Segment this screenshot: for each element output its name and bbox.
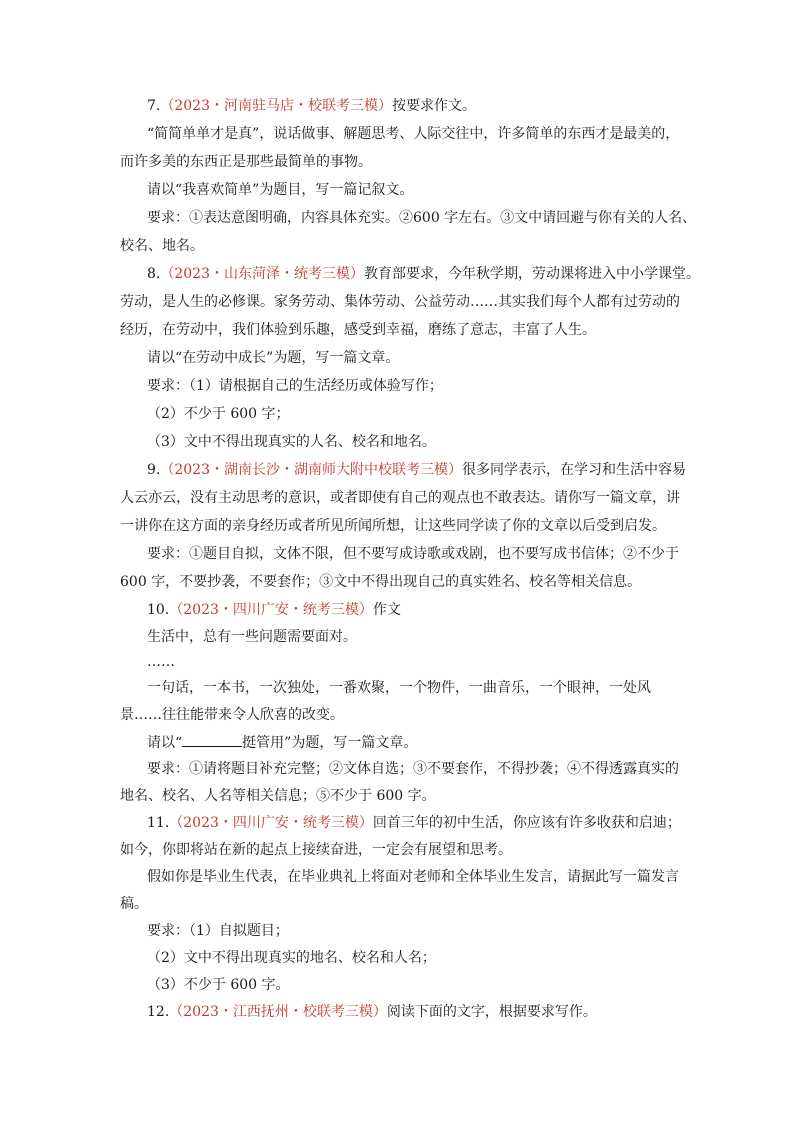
question-number: 8. [147,266,161,282]
title-blank [182,732,242,747]
question-11-line: 如今，你即将站在新的起点上接续奋进，一定会有展望和思考。 [120,842,512,858]
question-11-heading: 11.（2023・四川广安・统考三模）回首三年的初中生活，你应该有许多收获和启迪； [147,815,681,831]
question-source: 2023・江西抚州・校联考三模 [183,1004,373,1020]
question-11-requirements: 要求：（1）自拟题目； [147,923,289,939]
question-7-requirements: 要求：①表达意图明确，内容具体充实。②600 字左右。③文中请回避与你有关的人名、 [147,210,697,226]
question-9-requirements: 要求：①题目自拟，文体不限，但不要写成诗歌或戏剧，也不要写成书信体；②不少于 [147,546,679,562]
question-7-line: 请以“我喜欢简单”为题目，写一篇记叙文。 [147,182,414,198]
question-8-line: （3）文中不得出现真实的人名、校名和地名。 [147,434,436,450]
question-8-line: 劳动，是人生的必修课。家务劳动、集体劳动、公益劳动……其实我们每个人都有过劳动的 [120,294,680,310]
question-8-line: （2）不少于 600 字； [147,406,290,422]
question-7-heading: 7.（2023・河南驻马店・校联考三模）按要求作文。 [147,98,476,114]
question-number: 9. [147,462,161,478]
question-source: 2023・湖南长沙・湖南师大附中校联考三模 [174,462,448,478]
question-10-title-prompt: 请以“ 挺管用”为题，写一篇文章。 [147,732,417,752]
question-9-heading: 9.（2023・湖南长沙・湖南师大附中校联考三模）很多同学表示，在学习和生活中容易 [147,462,686,478]
question-8-line: 请以“在劳动中成长”为题，写一篇文章。 [147,350,400,366]
question-10-line: 景……往往能带来令人欣喜的改变。 [120,707,344,723]
question-source: 2023・山东菏泽・统考三模 [174,266,350,282]
question-number: 7. [147,98,161,114]
question-10-requirements: 要求：①请将题目补充完整；②文体自选；③不要套作，不得抄袭；④不得透露真实的 [147,761,679,777]
question-11-line: （2）文中不得出现真实的地名、校名和人名； [147,950,436,966]
question-7-line: 而许多美的东西正是那些最简单的事物。 [120,154,372,170]
question-10-line: 一句话，一本书，一次独处，一番欢聚，一个物件，一曲音乐，一个眼神，一处风 [147,680,651,696]
question-10-line: 地名、校名、人名等相关信息；⑤不少于 600 字。 [120,788,436,804]
question-9-line: 600 字，不要抄袭，不要套作；③文中不得出现自己的真实姓名、校名等相关信息。 [120,574,642,590]
question-10-ellipsis: …… [147,654,175,670]
question-8-heading: 8.（2023・山东菏泽・统考三模）教育部要求，今年秋学期，劳动课将进入中小学课堂。 [147,266,700,282]
question-source: 2023・河南驻马店・校联考三模 [174,98,378,114]
question-number: 11. [147,815,170,831]
question-8-requirements: 要求：（1）请根据自己的生活经历或体验写作； [147,378,443,394]
question-8-line: 经历，在劳动中，我们体验到乐趣，感受到幸福，磨练了意志，丰富了人生。 [120,322,596,338]
question-source: 2023・四川广安・统考三模 [183,602,359,618]
question-11-line: （3）不少于 600 字。 [147,977,290,993]
question-9-line: 一讲你在这方面的亲身经历或者所见所闻所想，让这些同学读了你的文章以后受到启发。 [120,518,666,534]
question-9-line: 人云亦云，没有主动思考的意识，或者即使有自己的观点也不敢表达。请你写一篇文章，讲 [120,490,680,506]
question-number: 12. [147,1004,170,1020]
question-11-line: 假如你是毕业生代表，在毕业典礼上将面对老师和全体毕业生发言，请据此写一篇发言 [147,869,679,885]
question-11-line: 稿。 [120,896,148,912]
question-10-line: 生活中，总有一些问题需要面对。 [147,629,357,645]
question-number: 10. [147,602,170,618]
question-7-line: 校名、地名。 [120,238,204,254]
question-7-line: “简简单单才是真”，说话做事、解题思考、人际交往中，许多简单的东西才是最美的， [147,126,680,142]
question-12-heading: 12.（2023・江西抚州・校联考三模）阅读下面的文字，根据要求写作。 [147,1004,597,1020]
question-source: 2023・四川广安・统考三模 [183,815,359,831]
question-10-heading: 10.（2023・四川广安・统考三模）作文 [147,602,401,618]
